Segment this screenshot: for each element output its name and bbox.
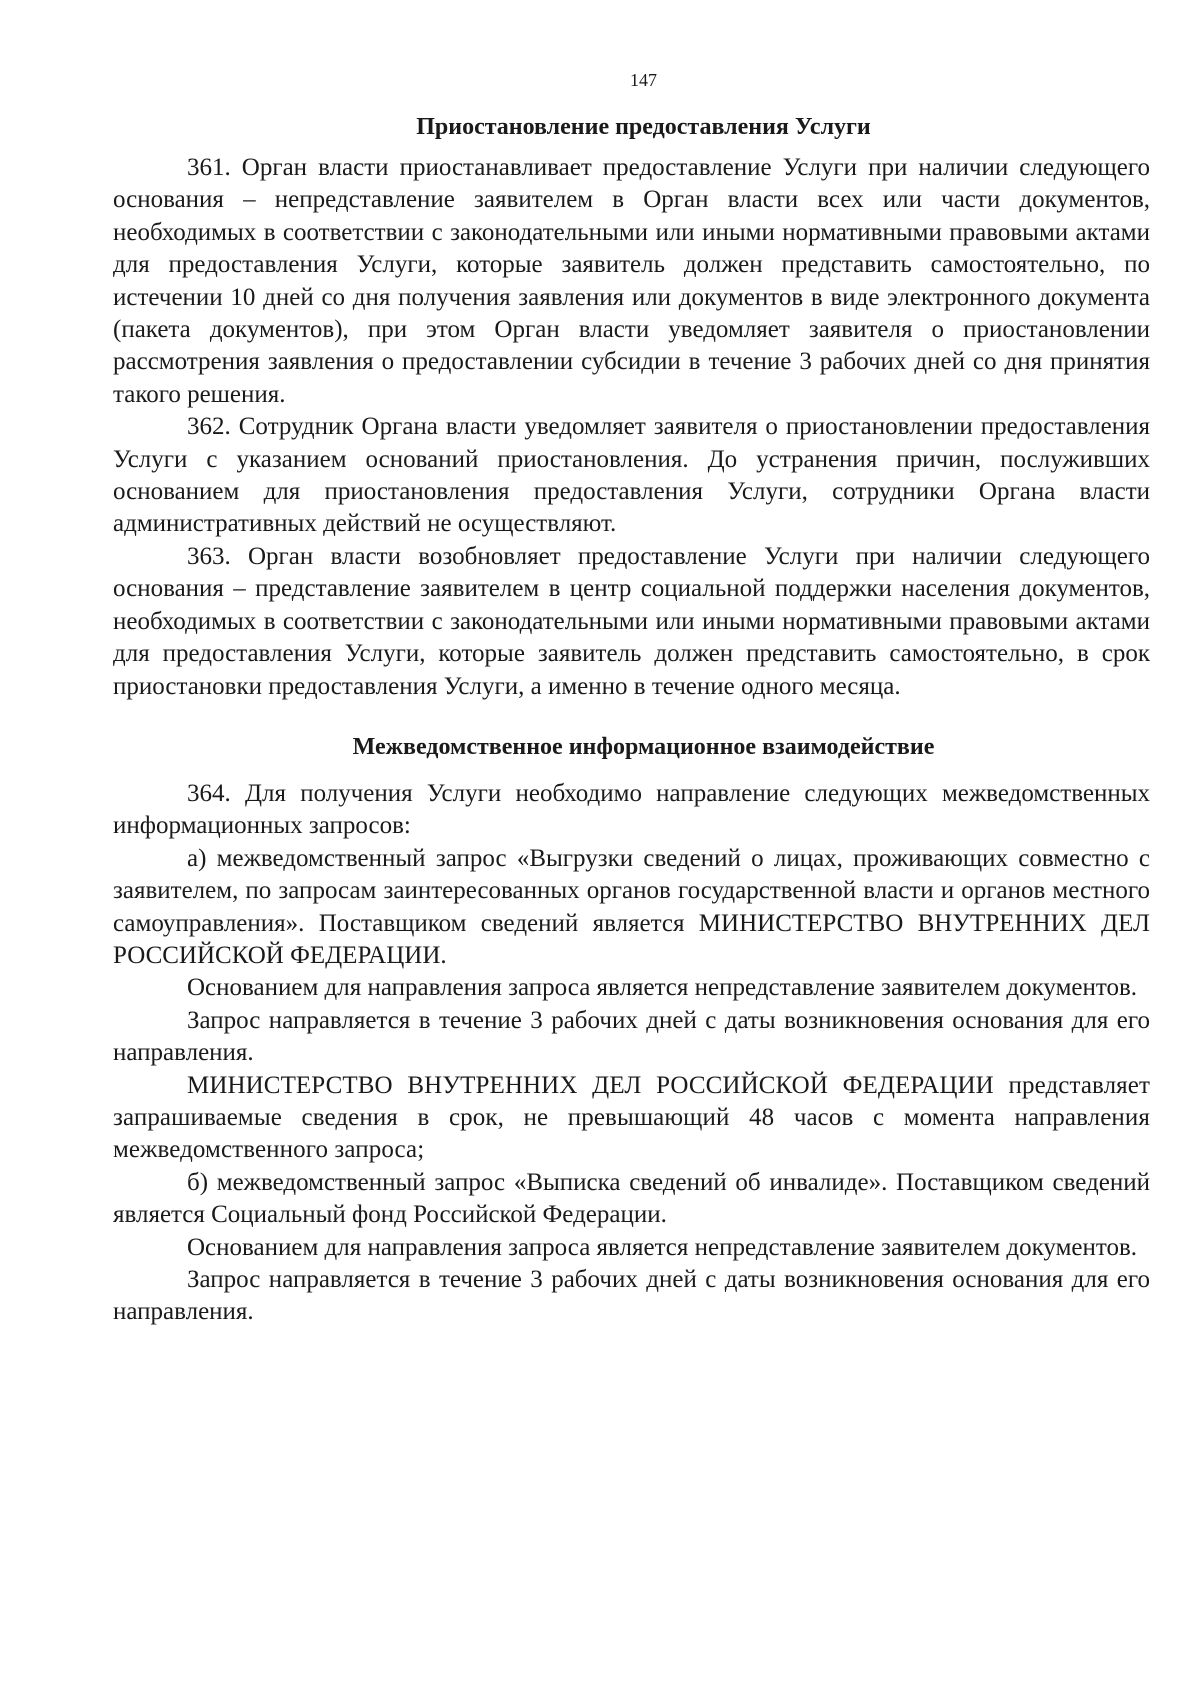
paragraph-basis-a: Основанием для направления запроса является непредставление заявителем документов. xyxy=(187,974,1138,1002)
paragraph-ministry-response: МИНИСТЕРСТВО ВНУТРЕННИХ ДЕЛ РОССИЙСКОЙ ФЕДЕРАЦИИ представляет запрашиваемые сведения в срок, не превышающий 48 часов с момента направления межведомственного запроса; xyxy=(113,1071,1150,1164)
page-number: 147 xyxy=(630,70,657,90)
paragraph-363: 363. Орган власти возобновляет предоставление Услуги при наличии следующего основания – представление заявителем в центр социальной поддержки населения документов, необходимых в соответствии с законодательными или иными нормативными правовыми актами для предоставления Услуги, которые заявитель должен представить самостоятельно, в срок приостановки предоставления Услуги, а именно в течение одного месяца. xyxy=(113,542,1150,700)
paragraph-361: 361. Орган власти приостанавливает предоставление Услуги при наличии следующего основания – непредставление заявителем в Орган власти всех или части документов, необходимых в соответствии с законодательными или иными нормативными правовыми актами для предоставления Услуги, которые заявитель должен представить самостоятельно, по истечении 10 дней со дня получения заявления или документов в виде электронного документа (пакета документов), при этом Орган власти уведомляет заявителя о приостановлении рассмотрения заявления о предоставлении субсидии в течение 3 рабочих дней со дня принятия такого решения. xyxy=(113,154,1150,408)
section-heading-interagency: Межведомственное информационное взаимодействие xyxy=(352,733,935,760)
section-heading-suspension: Приостановление предоставления Услуги xyxy=(416,114,871,140)
paragraph-timing-a: Запрос направляется в течение 3 рабочих дней с даты возникновения основания для его направления. xyxy=(113,1006,1150,1067)
paragraph-basis-b: Основанием для направления запроса является непредставление заявителем документов. xyxy=(187,1233,1138,1261)
paragraph-364: 364. Для получения Услуги необходимо направление следующих межведомственных информационных запросов: xyxy=(113,779,1150,840)
paragraph-362: 362. Сотрудник Органа власти уведомляет заявителя о приостановлении предоставления Услуги с указанием оснований приостановления. До устранения причин, послуживших основанием для приостановления предоставления Услуги, сотрудники Органа власти административных действий не осуществляют. xyxy=(113,413,1150,538)
paragraph-364-b: б) межведомственный запрос «Выписка сведений об инвалиде». Поставщиком сведений является Социальный фонд Российской Федерации. xyxy=(113,1168,1150,1229)
paragraph-364-a: а) межведомственный запрос «Выгрузки сведений о лицах, проживающих совместно с заявителем, по запросам заинтересованных органов государственной власти и органов местного самоуправления». Поставщиком сведений является МИНИСТЕРСТВО ВНУТРЕННИХ ДЕЛ РОССИЙСКОЙ ФЕДЕРАЦИИ. xyxy=(113,844,1150,969)
paragraph-timing-b: Запрос направляется в течение 3 рабочих дней с даты возникновения основания для его направления. xyxy=(113,1266,1150,1326)
